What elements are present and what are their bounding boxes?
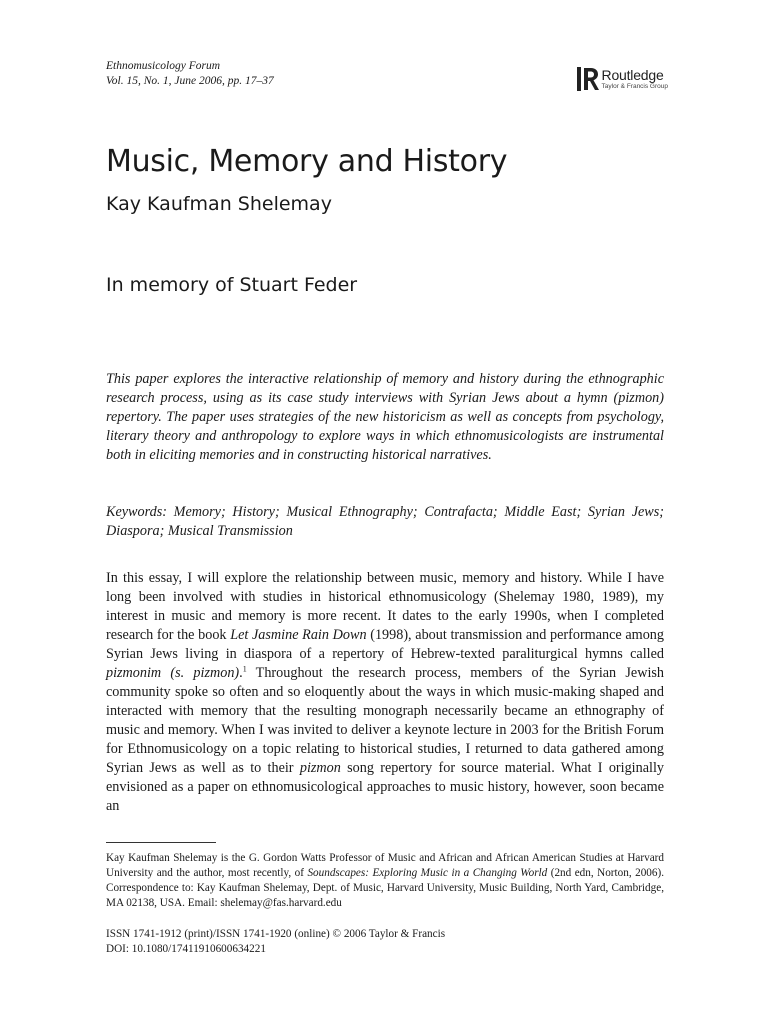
footnote-marker[interactable]: 1 bbox=[242, 664, 247, 674]
routledge-r-logo-icon bbox=[577, 66, 599, 92]
journal-volume: Vol. 15, No. 1, June 2006, pp. 17–37 bbox=[106, 75, 274, 87]
abstract: This paper explores the interactive relationship of memory and history during the ethnographic research process, using as its case study interviews with Syrian Jews about a hymn (pizmon) repertory. The paper uses strategies of the new historicism as well as concepts from psychology, literary theory and anthropology to explore ways in which ethnomusicologists are instrumental both in eliciting memories and in constructing historical narratives. bbox=[106, 371, 664, 463]
imprint bbox=[106, 927, 445, 957]
publisher-group: Taylor & Francis Group bbox=[601, 82, 668, 90]
article-dedication: In memory of Stuart Feder bbox=[106, 274, 358, 296]
journal-name: Ethnomusicology Forum bbox=[106, 60, 221, 72]
italic-term: pizmonim (s. pizmon) bbox=[106, 665, 240, 681]
doi-line: DOI: 10.1080/17411910600634221 bbox=[106, 943, 266, 955]
body-text-run: (1998), about transmission and performance among Syrian Jews living in diaspora of a repertory of Hebrew-texted paraliturgical hymns called bbox=[106, 627, 664, 662]
article-title: Music, Memory and History bbox=[106, 144, 508, 179]
author-footnote bbox=[106, 851, 664, 911]
body-text-run: . bbox=[239, 665, 243, 681]
book-title: Let Jasmine Rain Down bbox=[230, 627, 367, 643]
publisher-name: Routledge bbox=[601, 66, 664, 83]
journal-header bbox=[106, 59, 274, 89]
issn-line: ISSN 1741-1912 (print)/ISSN 1741-1920 (online) © 2006 Taylor & Francis bbox=[106, 928, 446, 940]
footnote-book-title: Soundscapes: Exploring Music in a Changing World bbox=[307, 867, 548, 879]
article-author: Kay Kaufman Shelemay bbox=[106, 193, 332, 215]
publisher-logo bbox=[577, 66, 668, 92]
body-text-run: In this essay, I will explore the relationship between music, memory and history. While I have long been involved with studies in historical ethnomusicology (Shelemay 1980, 1989), my interest in music and memory is more recent. It dates to the early 1990s, when I completed research for the book bbox=[106, 570, 664, 643]
body-paragraph bbox=[106, 569, 664, 816]
footnote-divider bbox=[106, 842, 216, 843]
footnote-text-run: Kay Kaufman Shelemay is the G. Gordon Watts Professor of Music and African and African American Studies at Harvard University and the author, most recently, of bbox=[106, 852, 664, 879]
publisher-text bbox=[602, 68, 668, 91]
italic-term: pizmon bbox=[299, 760, 341, 776]
body-text-run: song repertory for source material. What I originally envisioned as a paper on ethnomusicological approaches to music history, however, soon became an bbox=[106, 760, 664, 814]
body-text-run: Throughout the research process, members of the Syrian Jewish community spoke so often and so eloquently about the ways in which music-making shaped and interacted with memory that the resulting monograph necessarily became an ethnography of music and memory. When I was invited to deliver a keynote lecture in 2003 for the British Forum for Ethnomusicology on a topic relating to historical studies, I returned to data gathered among Syrian Jews as well as to their bbox=[106, 665, 665, 776]
footnote-text-run: (2nd edn, Norton, 2006). Correspondence to: Kay Kaufman Shelemay, Dept. of Music, Harvard University, Music Building, North Yard, Cambridge, MA 02138, USA. Email: shelemay@fas.harvard.edu bbox=[106, 867, 664, 909]
paper-page bbox=[106, 0, 668, 1024]
keywords: Keywords: Memory; History; Musical Ethnography; Contrafacta; Middle East; Syrian Jews; Diaspora; Musical Transmission bbox=[106, 504, 664, 539]
